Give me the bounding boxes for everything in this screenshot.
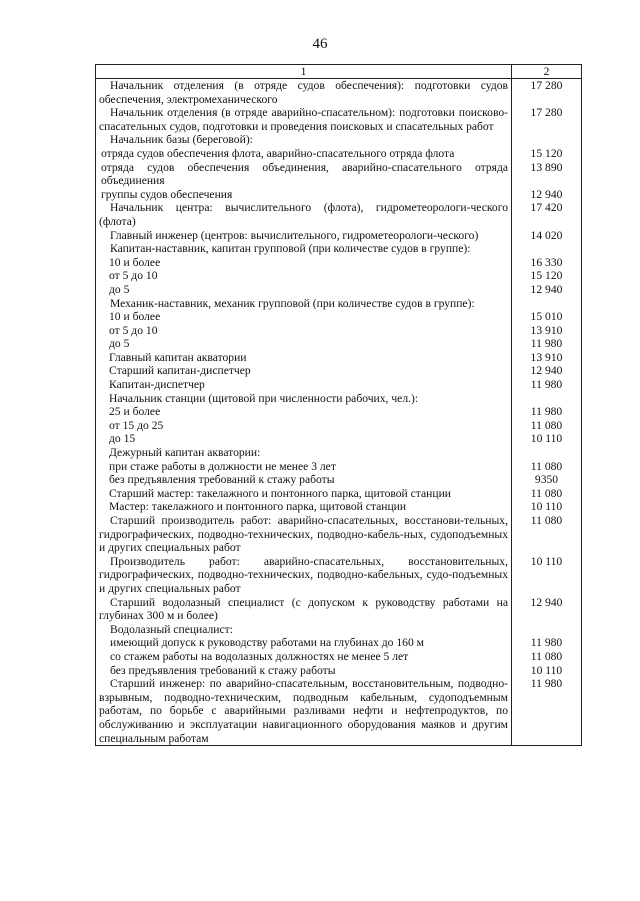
position-name [96, 310, 512, 324]
salary-value: 10 110 [512, 664, 582, 678]
position-name-text: Начальник базы (береговой): [110, 133, 253, 147]
position-name [96, 242, 512, 256]
salary-value [512, 242, 582, 256]
table-row [96, 636, 582, 650]
table-row [96, 229, 582, 243]
salary-value: 13 890 [512, 161, 582, 188]
salary-value: 15 120 [512, 269, 582, 283]
salary-value: 13 910 [512, 324, 582, 338]
position-name [96, 106, 512, 133]
position-name-text: Старший производитель работ: аварийно-спасательных, восстанови-тельных, гидрографических, подводно-технических, подводно-кабель-ных, судоподъемных и других специальных работ [99, 514, 508, 555]
table-row [96, 664, 582, 678]
table-row [96, 419, 582, 433]
table-row [96, 269, 582, 283]
position-name-text: при стаже работы в должности не менее 3 лет [109, 459, 336, 473]
salary-value: 11 980 [512, 378, 582, 392]
position-name [96, 432, 512, 446]
position-name [96, 147, 512, 161]
table-row [96, 310, 582, 324]
table-row [96, 161, 582, 188]
position-name [96, 500, 512, 514]
salary-value: 11 980 [512, 677, 582, 745]
position-name [96, 596, 512, 623]
column-header-2: 2 [512, 65, 582, 79]
table-row [96, 405, 582, 419]
position-name [96, 650, 512, 664]
salary-value: 12 940 [512, 596, 582, 623]
table-row [96, 283, 582, 297]
salary-value: 11 080 [512, 419, 582, 433]
position-name [96, 487, 512, 501]
salary-value: 15 010 [512, 310, 582, 324]
position-name [96, 446, 512, 460]
table-row [96, 351, 582, 365]
salary-value: 17 420 [512, 201, 582, 228]
salary-value: 10 110 [512, 500, 582, 514]
salary-value: 9350 [512, 473, 582, 487]
position-name [96, 623, 512, 637]
position-name [96, 419, 512, 433]
position-name [96, 405, 512, 419]
position-name-text: Главный инженер (центров: вычислительного, гидрометеорологи-ческого) [110, 228, 479, 242]
table-row [96, 201, 582, 228]
salary-value [512, 297, 582, 311]
position-name-text: отряда судов обеспечения объединения, аварийно-спасательного отряда объединения [101, 160, 508, 188]
table-body [96, 79, 582, 746]
position-name [96, 188, 512, 202]
table-row [96, 487, 582, 501]
position-name-text: Начальник станции (щитовой при численности рабочих, чел.): [109, 391, 419, 405]
page-number: 46 [312, 36, 328, 52]
table-row [96, 337, 582, 351]
table-row [96, 188, 582, 202]
position-name [96, 364, 512, 378]
position-name-text: Начальник отделения (в отряде аварийно-спасательном): подготовки поисково-спасательных судов, подготовки и проведения поисковых и спасательных работ [99, 106, 508, 133]
salary-value: 11 080 [512, 487, 582, 501]
position-name-text: Капитан-диспетчер [109, 378, 205, 392]
table-row [96, 677, 582, 745]
position-name [96, 269, 512, 283]
position-name-text: до 5 [109, 282, 130, 296]
position-name [96, 460, 512, 474]
table-row [96, 500, 582, 514]
salary-value: 10 110 [512, 555, 582, 596]
table-row [96, 242, 582, 256]
table-row [96, 555, 582, 596]
position-name [96, 201, 512, 228]
table-row [96, 460, 582, 474]
position-name [96, 229, 512, 243]
salary-value [512, 133, 582, 147]
position-name-text: Старший мастер: такелажного и понтонного парка, щитовой станции [109, 486, 451, 500]
table-header-row [96, 65, 582, 79]
position-name-text: Старший водолазный специалист (с допуском к руководству работами на глубинах 300 м и более) [99, 595, 508, 623]
table-row [96, 392, 582, 406]
position-name-text: без предъявления требований к стажу работы [110, 663, 336, 677]
salary-value: 11 080 [512, 514, 582, 555]
position-name-text: со стажем работы на водолазных должностях не менее 5 лет [110, 649, 409, 663]
position-name-text: Водолазный специалист: [110, 622, 233, 636]
table-row [96, 256, 582, 270]
position-name-text: Мастер: такелажного и понтонного парка, щитовой станции [109, 500, 407, 514]
table-row [96, 297, 582, 311]
salary-value: 13 910 [512, 351, 582, 365]
position-name-text: до 15 [109, 432, 136, 446]
position-name [96, 79, 512, 107]
salary-value: 17 280 [512, 106, 582, 133]
salary-value: 15 120 [512, 147, 582, 161]
position-name-text: Дежурный капитан акватории: [109, 446, 261, 460]
position-name-text: от 5 до 10 [109, 323, 158, 337]
position-name-text: Начальник центра: вычислительного (флота), гидрометеорологи-ческого (флота) [99, 201, 508, 228]
position-name-text: от 5 до 10 [109, 269, 158, 283]
table-row [96, 364, 582, 378]
position-name-text: Производитель работ: аварийно-спасательных, восстановительных, гидрографических, подводно-технических, подводно-кабельных, судо-подъемных и других специальных работ [99, 554, 508, 595]
salary-value: 11 980 [512, 337, 582, 351]
table-row [96, 79, 582, 107]
table-row [96, 473, 582, 487]
position-name [96, 283, 512, 297]
position-name-text: 10 и более [109, 255, 161, 269]
position-name [96, 677, 512, 745]
position-name [96, 392, 512, 406]
table-row [96, 147, 582, 161]
salary-value: 11 080 [512, 650, 582, 664]
position-name [96, 555, 512, 596]
position-name [96, 337, 512, 351]
position-name-text: Начальник отделения (в отряде судов обеспечения): подготовки судов обеспечения, электромеханического [99, 79, 508, 106]
table-row [96, 514, 582, 555]
position-name-text: Капитан-наставник, капитан групповой (при количестве судов в группе): [110, 242, 471, 256]
position-name [96, 297, 512, 311]
position-name [96, 324, 512, 338]
position-name-text: Механик-наставник, механик групповой (при количестве судов в группе): [110, 296, 475, 310]
table-row [96, 432, 582, 446]
position-name [96, 378, 512, 392]
salary-value: 12 940 [512, 188, 582, 202]
table-row [96, 133, 582, 147]
table-row [96, 378, 582, 392]
table-row [96, 106, 582, 133]
position-name-text: 25 и более [109, 405, 161, 419]
table-row [96, 623, 582, 637]
salary-value: 17 280 [512, 79, 582, 107]
position-name-text: Главный капитан акватории [109, 350, 247, 364]
position-name [96, 161, 512, 188]
salary-value: 11 980 [512, 405, 582, 419]
position-name [96, 133, 512, 147]
salary-value [512, 446, 582, 460]
table-row [96, 324, 582, 338]
salary-value: 12 940 [512, 364, 582, 378]
position-name [96, 664, 512, 678]
position-name [96, 256, 512, 270]
position-name [96, 636, 512, 650]
position-name-text: от 15 до 25 [109, 418, 164, 432]
salary-value: 14 020 [512, 229, 582, 243]
column-header-1: 1 [96, 65, 512, 79]
salary-table [95, 64, 582, 746]
salary-value [512, 623, 582, 637]
position-name-text: группы судов обеспечения [101, 187, 233, 201]
position-name [96, 514, 512, 555]
position-name-text: Старший капитан-диспетчер [109, 364, 251, 378]
table-row [96, 650, 582, 664]
position-name-text: до 5 [109, 337, 130, 351]
position-name-text: Старший инженер: по аварийно-спасательным, восстановительным, подводно-взрывным, подводно-техническим, подводным кабельным, судоподъемным работам, по борьбе с аварийными разливами нефти и нефтепродуктов, по обслуживанию и эксплуатации навигационного оборудования маяков и другим специальным работам [99, 677, 508, 745]
salary-value: 11 080 [512, 460, 582, 474]
position-name [96, 473, 512, 487]
position-name-text: отряда судов обеспечения флота, аварийно-спасательного отряда флота [101, 146, 455, 160]
salary-value: 12 940 [512, 283, 582, 297]
salary-value: 10 110 [512, 432, 582, 446]
salary-value: 16 330 [512, 256, 582, 270]
salary-value [512, 392, 582, 406]
table-row [96, 446, 582, 460]
position-name-text: 10 и более [109, 310, 161, 324]
position-name-text: без предъявления требований к стажу работы [109, 473, 335, 487]
position-name-text: имеющий допуск к руководству работами на глубинах до 160 м [110, 636, 425, 650]
position-name [96, 351, 512, 365]
table-row [96, 596, 582, 623]
salary-value: 11 980 [512, 636, 582, 650]
